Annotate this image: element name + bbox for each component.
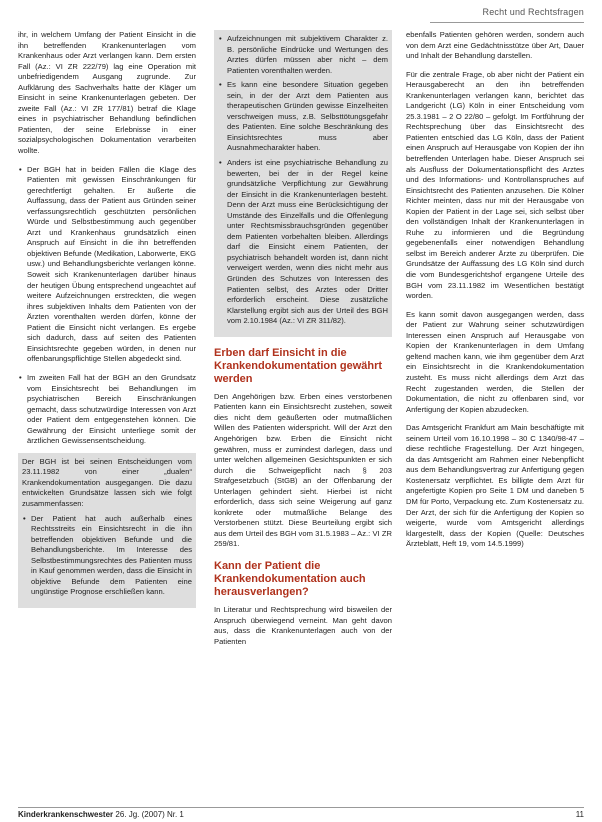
- bullet-item: • Im zweiten Fall hat der BGH an den Grundsatz vom Einsichtsrecht bei Behandlungen im psychiatrischen Bereich Einschränkungen gemacht, dass schutzwürdige Interessen von Arzt oder Patient dem entgegenstehen können. Die Gewährung der Einsicht unterliege somit der ärztlichen Gewissensentscheidung.: [18, 373, 196, 447]
- paragraph: Den Angehörigen bzw. Erben eines verstorbenen Patienten kann ein Einsichtsrecht zustehen, soweit dies nicht dem geäußerten oder mutmaßlichen Willen des Patienten widerspricht. Will der Arzt den Angehörigen bzw. Erben die Einsicht nicht gewähren, muss er zumindest darlegen, dass und unter welchen allgemeinen Gesichtspunkten er sich durch die Schweigepflicht nach § 203 Strafgesetzbuch (StGB) an der Offenbarung der Unterlagen gehindert sieht. Hierbei ist nicht erforderlich, dass sich seine Weigerung auf ganz konkrete oder mutmaßliche Belange des Verstorbenen stützt. Diese Beurteilung ergibt sich aus dem Urteil des BGH vom 31.5.1983 – Az.: VI ZR 259/81.: [214, 391, 392, 549]
- paragraph: ihr, in welchem Umfang der Patient Einsicht in die ihn betreffenden Krankenunterlagen vom Krankenhaus oder Arzt verlangen kann. Dem ersten Fall (Az.: VI ZR 222/79) lag eine Operation mit unbefriedigendem Ausgang zugrunde. Zur Aufklärung des Sachverhalts hatte der Kläger um Einsicht in seine Krankenunterlagen gebeten. Der zweite Fall (Az.: VI ZR 177/81) betraf die Klage eines in psychiatrischer Behandlung befindlichen Patienten, der seine Erlebnisse in einer sozialpsychologischen Dokumentation verarbeiten wollte.: [18, 30, 196, 156]
- box-intro: Der BGH ist bei seinen Entscheidungen vom 23.11.1982 von einer „dualen“ Krankendokumentation ausgegangen. Die dazu entwickelten Grundsätze lassen sich wie folgt zusammenfassen:: [22, 456, 192, 508]
- section-heading: Kann der Patient die Krankendokumentation auch herausverlangen?: [214, 559, 366, 598]
- paragraph: Für die zentrale Frage, ob aber nicht der Patient ein Herausgaberecht an den ihn betreffenden Krankenunterlagen verlangen kann, berichtet das Landgericht (LG) Köln in einer Entscheidung vom 25.3.1981 – 2 O 22/80 – gefolgt. Im Fortführung der Rechtsprechung über das Einsichtsrecht des Patienten entschied das LG Köln, dass der Patient einen Anspruch auf Herausgabe von Kopien der ihn betreffenden Unterlagen habe. Dieser Anspruch sei als Ausfluss der Dokumentationspflicht des Arztes und des Informations- und Kontrollanspruches auf Einsichtsrecht des Patienten anzusehen. Die Kölner Richter meinten, dass nur mit der Herausgabe von Kopien der Patient in der Lage sei, sich selbst über den vollständigen Inhalt der Krankenunterlagen in Ruhe zu informieren und die Begründung gegebenenfalls einer notwendigen Behandlung selbst im Bereich anderer Ärzte zu überprüfen. Die Grundsätze der Auffassung des LG Köln sind durch die vom Bundesgerichtshof ergangene Urteile des BGH vom 23.11.1982 im Wesentlichen bestätigt worden.: [406, 69, 584, 301]
- header-rule: [430, 22, 584, 23]
- journal-name: Kinderkrankenschwester: [18, 810, 114, 819]
- journal-issue: 26. Jg. (2007) Nr. 1: [115, 810, 184, 819]
- paragraph: In Literatur und Rechtsprechung wird bisweilen der Anspruch überwiegend verneint. Man geht davon aus, dass die Krankenunterlagen auch von der Patienten: [214, 604, 392, 646]
- column-3: [406, 30, 584, 800]
- paragraph: Das Amtsgericht Frankfurt am Main beschäftigte mit seinem Urteil vom 16.10.1998 – 30 C 1340/98-47 – diese rechtliche Fragestellung. Der Arzt hingegen, da das Amtsgericht am Rahmen einer Nebenpflicht aus dem Behandlungsvertrag zur Anfertigung gegen Kostenersatz verpflichtet. Es billigte dem Arzt für angefertigte Kopien pro Seite 1 DM und daneben 5 DM für Porto, Verpackung etc. Zum Kostenersatz zu. Der Arzt, der sich für die Anfertigung der Kopien so weigerte, wurde vom Amtsgericht allerdings klargestellt, dass der Kopien (Quelle: Deutsches Ärzteblatt, Heft 19, vom 14.5.1999): [406, 423, 584, 549]
- column-1: [18, 30, 196, 800]
- page-number: 11: [575, 810, 584, 819]
- box-bullet-item: • Anders ist eine psychiatrische Behandlung zu bewerten, bei der in der Regel keine grundsätzliche Verpflichtung zur Gewährung der Einsicht in die Krankenunterlagen besteht. Denn der Arzt muss eine Berücksichtigung der Umstände des Einzelfalls und die Offenlegung unter Rechtsmissbrauchsgründen gegenüber dem Patienten vorbehalten bleiben. Allerdings darf die Einsicht einem Patienten, der psychiatrisch behandelt worden ist, dann nicht verweigert werden, wenn dies nicht mehr aus Gründen des Schutzes von Interessen des Patienten selbst, des Arztes oder Dritter erforderlich erscheint. Diese zusätzliche Klarstellung ergibt sich aus der Urteil des BGH vom 2.10.1984 (Az.: VI ZR 311/82).: [218, 158, 388, 327]
- summary-box: [18, 453, 196, 608]
- bullet-list: [18, 165, 196, 447]
- footer-rule: [18, 807, 584, 808]
- paragraph: Es kann somit davon ausgegangen werden, dass der Patient zur Wahrung seiner schutzwürdigen Interessen einen Anspruch auf Herausgabe von Kopien der Krankenunterlagen in dem Umfang geltend machen kann, wie ihm gegenüber dem Arzt ein Einsichtsrecht in die Krankendokumentation zusteht. Es muss nicht allerdings dem Arzt das Recht zugestanden werden, die Stellen der Dokumentation, die nicht zu offenbaren sind, vor Anfertigung der Kopien abzudecken.: [406, 309, 584, 414]
- bullet-item: • Der BGH hat in beiden Fällen die Klage des Patienten mit gewissen Einschränkungen für gerechtfertigt gehalten. Er äußerte die Auffassung, dass der Patient aus Gründen seiner verfassungsrechtlich geschützten persönlichen Würde und Selbstbestimmung auch gegenüber Arzt und Krankenhaus grundsätzlich einen Anspruch auf Einsicht in die ihn betreffenden objektiven Befunde (Medikation, Laborwerte, EKG usw.) und Behandlungsberichte verlangen könne. Soweit sich Krankenunterlagen darüber hinaus der heutigen Übung entsprechend ungeachtet auf weitere Aufzeichnungen erstreckten, die wegen ihres subjektiven Inhalts dem Patienten von der Ärzten vorenthalten werden dürfen, könne der Patient die Einsicht nicht verlangen. Es ergebe sich dadurch, dass auf seiten des Patienten Einsichtsrechte gegeben würden, in denen nur offenbarungspflichtige Stellen abgedeckt sind.: [18, 165, 196, 365]
- box-bullet-item: • Es kann eine besondere Situation gegeben sein, in der der Arzt dem Patienten aus therapeutischen Gründen gewisse Einzelheiten verschweigen muss, z.B. Selbsttötungsgefahr des Patienten. Eine solche Beschränkung des Einsichtsrechtes muss aber Ausnahmecharakter haben.: [218, 80, 388, 154]
- footer-journal: [18, 810, 184, 819]
- box-bullet-list: [22, 514, 192, 598]
- section-label: Recht und Rechtsfragen: [482, 7, 584, 17]
- section-heading: Erben darf Einsicht in die Krankendokumentation gewährt werden: [214, 346, 383, 385]
- box-bullet-list: [218, 34, 388, 327]
- paragraph: ebenfalls Patienten gehören werden, sondern auch von dem Arzt eine Gedächtnisstütze über Art, Dauer und Inhalt der Behandlung darstellen.: [406, 30, 584, 61]
- box-bullet-item: • Der Patient hat auch außerhalb eines Rechtsstreits ein Einsichtsrecht in die ihn betreffenden objektiven Befunde und die Behandlungsberichte. Im Interesse des Selbstbestimmungsrechtes des Patienten muss in Kauf genommen werden, dass die Einsicht in objektive Befunde dem Patienten eine ungünstige Prognose erschließen kann.: [22, 514, 192, 598]
- box-bullet-item: • Aufzeichnungen mit subjektivem Charakter z. B. persönliche Eindrücke und Wertungen des Arztes dürfen müssen aber nicht – dem Patienten vorenthalten werden.: [218, 34, 388, 76]
- summary-box-continued: [214, 30, 392, 337]
- column-2: [214, 30, 392, 800]
